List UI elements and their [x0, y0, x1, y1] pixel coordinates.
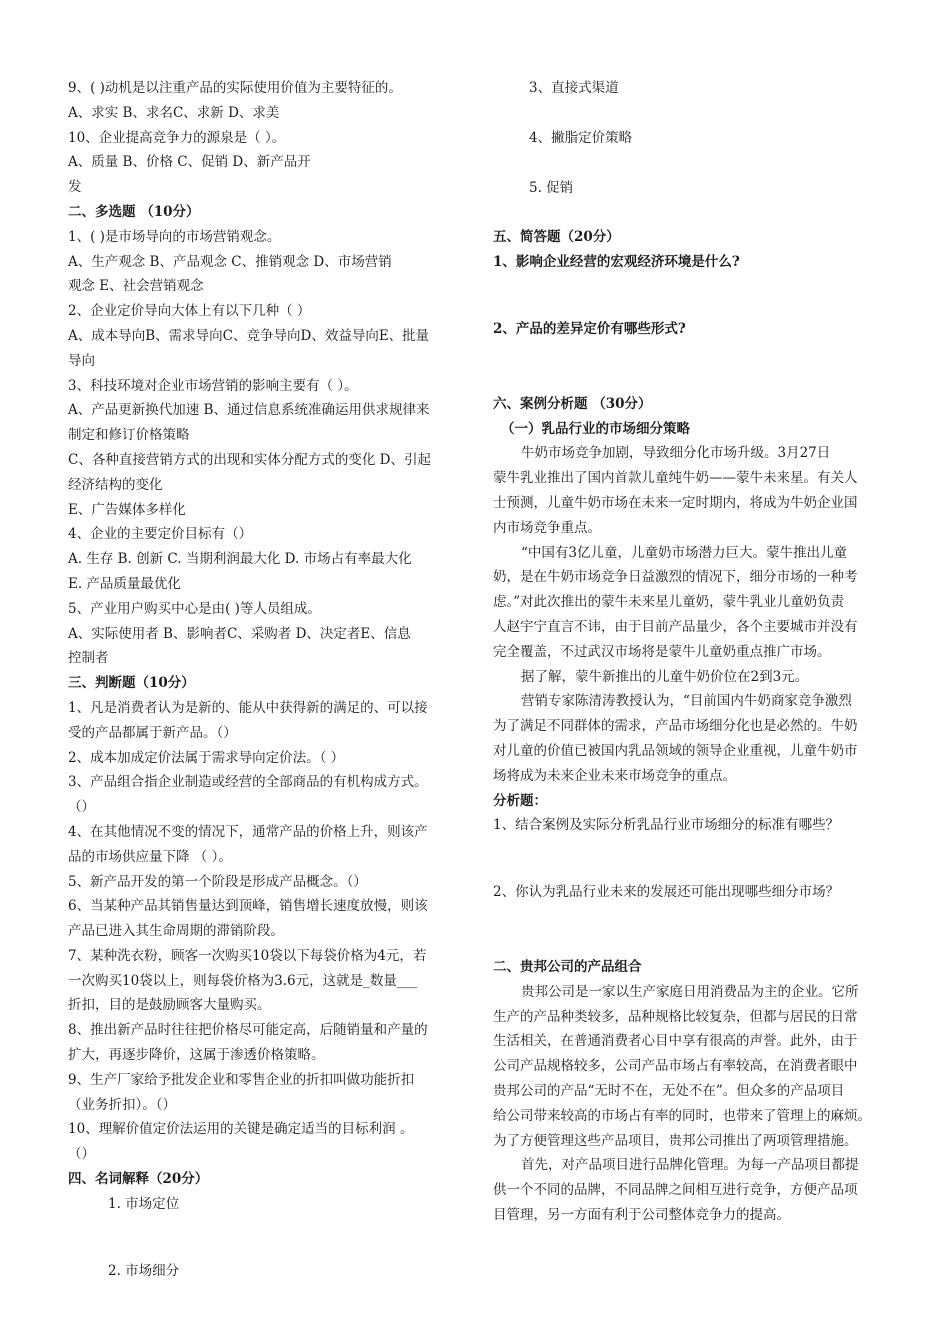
text-line: 为了满足不同群体的需求，产品市场细分化也是必然的。牛奶 — [493, 718, 858, 735]
text-line: （） — [68, 1146, 95, 1163]
text-line: 1、( )是市场导向的市场营销观念。 — [68, 228, 281, 245]
text-line: C、各种直接营销方式的出现和实体分配方式的变化 D、引起 — [68, 451, 431, 468]
paragraph-start: 贵邦公司是一家以生产家庭日用消费品为主的企业。它所 — [521, 983, 859, 1000]
text-line: 4、在其他情况不变的情况下，通常产品的价格上升，则该产 — [68, 823, 428, 840]
text-line: 给公司带来较高的市场占有率的同时，也带来了管理上的麻烦。 — [493, 1107, 871, 1124]
text-line: 为了方便管理这些产品项目，贵邦公司推出了两项管理措施。 — [493, 1132, 858, 1149]
section-heading: 六、案例分析题 （30分） — [493, 395, 652, 412]
text-line: 导向 — [68, 352, 95, 369]
text-line: 10、企业提高竞争力的源泉是（ ）。 — [68, 129, 286, 146]
answer-space — [493, 838, 888, 880]
paragraph-start: 据了解，蒙牛新推出的儿童牛奶价位在2到3元。 — [521, 668, 809, 685]
left-column — [68, 76, 458, 1283]
text-line: 对儿童的价值已被国内乳品领域的领导企业重视，儿童牛奶市 — [493, 742, 858, 759]
text-line: 生活相关，在普通消费者心目中享有很高的声誉。此外，由于 — [493, 1033, 858, 1050]
text-line: 人赵宇宁直言不讳，由于目前产品量少，各个主要城市并没有 — [493, 618, 858, 635]
paragraph-start: 牛奶市场竞争加剧，导致细分化市场升级。3月27日 — [521, 445, 831, 462]
answer-space — [493, 275, 888, 317]
text-line: 6、当某种产品其销售量达到顶峰，销售增长速度放慢，则该 — [68, 898, 428, 915]
text-line: 内市场竞争重点。 — [493, 519, 601, 536]
text-line: 8、推出新产品时往往把价格尽可能定高，后随销量和产量的 — [68, 1022, 428, 1039]
text-line: A、成本导向B、需求导向C、竞争导向D、效益导向E、批量 — [68, 327, 430, 344]
section-heading: 四、名词解释（20分） — [68, 1171, 209, 1188]
term-item: 3、直接式渠道 — [529, 80, 619, 96]
term-item: 2. 市场细分 — [108, 1262, 180, 1279]
text-line: 9、生产厂家给予批发企业和零售企业的折扣叫做功能折扣 — [68, 1071, 415, 1088]
text-line: 奶，是在牛奶市场竞争日益激烈的情况下，细分市场的一种考 — [493, 569, 858, 586]
text-line: E、广告媒体多样化 — [68, 501, 186, 518]
text-line: 发 — [68, 179, 82, 196]
section-heading: 三、判断题（10分） — [68, 675, 195, 692]
text-line: 经济结构的变化 — [68, 476, 163, 493]
text-line: 4、企业的主要定价目标有（） — [68, 526, 253, 543]
text-line: 士预测，儿童牛奶市场在未来一定时期内，将成为牛奶企业国 — [493, 494, 858, 511]
blank-space — [493, 200, 888, 225]
text-line: 制定和修订价格策略 — [68, 427, 190, 444]
text-line: 生产的产品种类较多，品种规格比较复杂，但都与居民的日常 — [493, 1008, 858, 1025]
text-line: 目管理，另一方面有利于公司整体竞争力的提高。 — [493, 1206, 790, 1223]
text-line: （业务折扣）。（） — [68, 1096, 176, 1113]
text-line: 受的产品都属于新产品。（） — [68, 724, 237, 741]
text-line: 完全覆盖，不过武汉市场将是蒙牛儿童奶重点推广市场。 — [493, 643, 831, 660]
text-line: 品的市场供应量下降 （ ）。 — [68, 848, 232, 865]
section-heading: 1、影响企业经营的宏观经济环境是什么? — [493, 254, 740, 271]
text-line: 一次购买10袋以上，则每袋价格为3.6元，这就是_数量___ — [68, 972, 418, 989]
section-heading: 2、产品的差异定价有哪些形式? — [493, 320, 686, 337]
section-heading: 五、简答题（20分） — [493, 229, 620, 246]
text-line: 3、产品组合指企业制造或经营的全部商品的有机构成方式。 — [68, 774, 428, 791]
text-line: （） — [68, 799, 95, 816]
text-line: 9、( )动机是以注重产品的实际使用价值为主要特征的。 — [68, 80, 402, 96]
text-line: 扩大，再逐步降价，这属于渗透价格策略。 — [68, 1047, 325, 1064]
answer-space — [493, 905, 888, 955]
answer-space — [493, 342, 888, 392]
text-line: A、求实 B、求名C、求新 D、求美 — [68, 104, 280, 121]
text-line: 5、产业用户购买中心是由( )等人员组成。 — [68, 600, 321, 617]
blank-space — [493, 101, 888, 126]
text-line: A、生产观念 B、产品观念 C、推销观念 D、市场营销 — [68, 253, 392, 270]
term-item: 4、撇脂定价策略 — [529, 129, 633, 146]
text-line: A. 生存 B. 创新 C. 当期利润最大化 D. 市场占有率最大化 — [68, 551, 412, 568]
text-line: 7、某种洗衣粉，顾客一次购买10袋以下每袋价格为4元，若 — [68, 947, 427, 964]
text-line: 观念 E、社会营销观念 — [68, 278, 204, 295]
paragraph-start: 营销专家陈清涛教授认为，“目前国内牛奶商家竞争激烈 — [521, 693, 852, 710]
right-column — [493, 76, 888, 1228]
text-line: 产品已进入其生命周期的滞销阶段。 — [68, 923, 284, 940]
text-line: 蒙牛乳业推出了国内首款儿童纯牛奶——蒙牛未来星。有关人 — [493, 470, 858, 487]
text-line: 控制者 — [68, 650, 109, 667]
text-line: 贵邦公司的产品“无时不在，无处不在”。但众多的产品项目 — [493, 1082, 845, 1099]
text-line: 供一个不同的品牌，不同品牌之间相互进行竞争，方便产品项 — [493, 1182, 858, 1199]
text-line: A、质量 B、价格 C、促销 D、新产品开 — [68, 154, 311, 171]
paragraph-start: “中国有3亿儿童，儿童奶市场潜力巨大。蒙牛推出儿童 — [521, 544, 847, 561]
paragraph-start: 首先，对产品项目进行品牌化管理。为每一产品项目都提 — [521, 1157, 859, 1174]
term-item: 1. 市场定位 — [108, 1195, 180, 1212]
text-line: E. 产品质量最优化 — [68, 575, 181, 592]
text-line: 1、结合案例及实际分析乳品行业市场细分的标准有哪些？ — [493, 817, 840, 834]
text-line: 2、你认为乳品行业未来的发展还可能出现哪些细分市场？ — [493, 884, 840, 901]
section-heading: 分析题： — [493, 792, 547, 809]
blank-space — [493, 151, 888, 176]
text-line: 1、凡是消费者认为是新的、能从中获得新的满足的、可以接 — [68, 699, 428, 716]
term-item: 5. 促销 — [529, 179, 574, 196]
text-line: 2、企业定价导向大体上有以下几种（ ） — [68, 303, 311, 320]
case-title: 二、贵邦公司的产品组合 — [493, 958, 642, 975]
text-line: 折扣，目的是鼓励顾客大量购买。 — [68, 997, 271, 1014]
text-line: 5、新产品开发的第一个阶段是形成产品概念。（） — [68, 873, 367, 890]
text-line: A、实际使用者 B、影响者C、采购者 D、决定者E、信息 — [68, 625, 411, 642]
text-line: 公司产品规格较多，公司产品市场占有率较高，在消费者眼中 — [493, 1058, 858, 1075]
text-line: 10、理解价值定价法运用的关键是确定适当的目标利润 。 — [68, 1121, 414, 1138]
section-heading: 二、多选题 （10分） — [68, 203, 200, 220]
blank-space — [68, 1217, 458, 1259]
text-line: 虑。”对此次推出的蒙牛未来星儿童奶，蒙牛乳业儿童奶负责 — [493, 594, 845, 611]
case-title: （一）乳品行业的市场细分策略 — [501, 420, 690, 437]
text-line: 场将成为未来企业未来市场竞争的重点。 — [493, 767, 736, 784]
text-line: 2、成本加成定价法属于需求导向定价法。（ ） — [68, 749, 345, 766]
text-line: 3、科技环境对企业市场营销的影响主要有（ ）。 — [68, 377, 358, 394]
text-line: A、产品更新换代加速 B、通过信息系统准确运用供求规律来 — [68, 402, 430, 419]
